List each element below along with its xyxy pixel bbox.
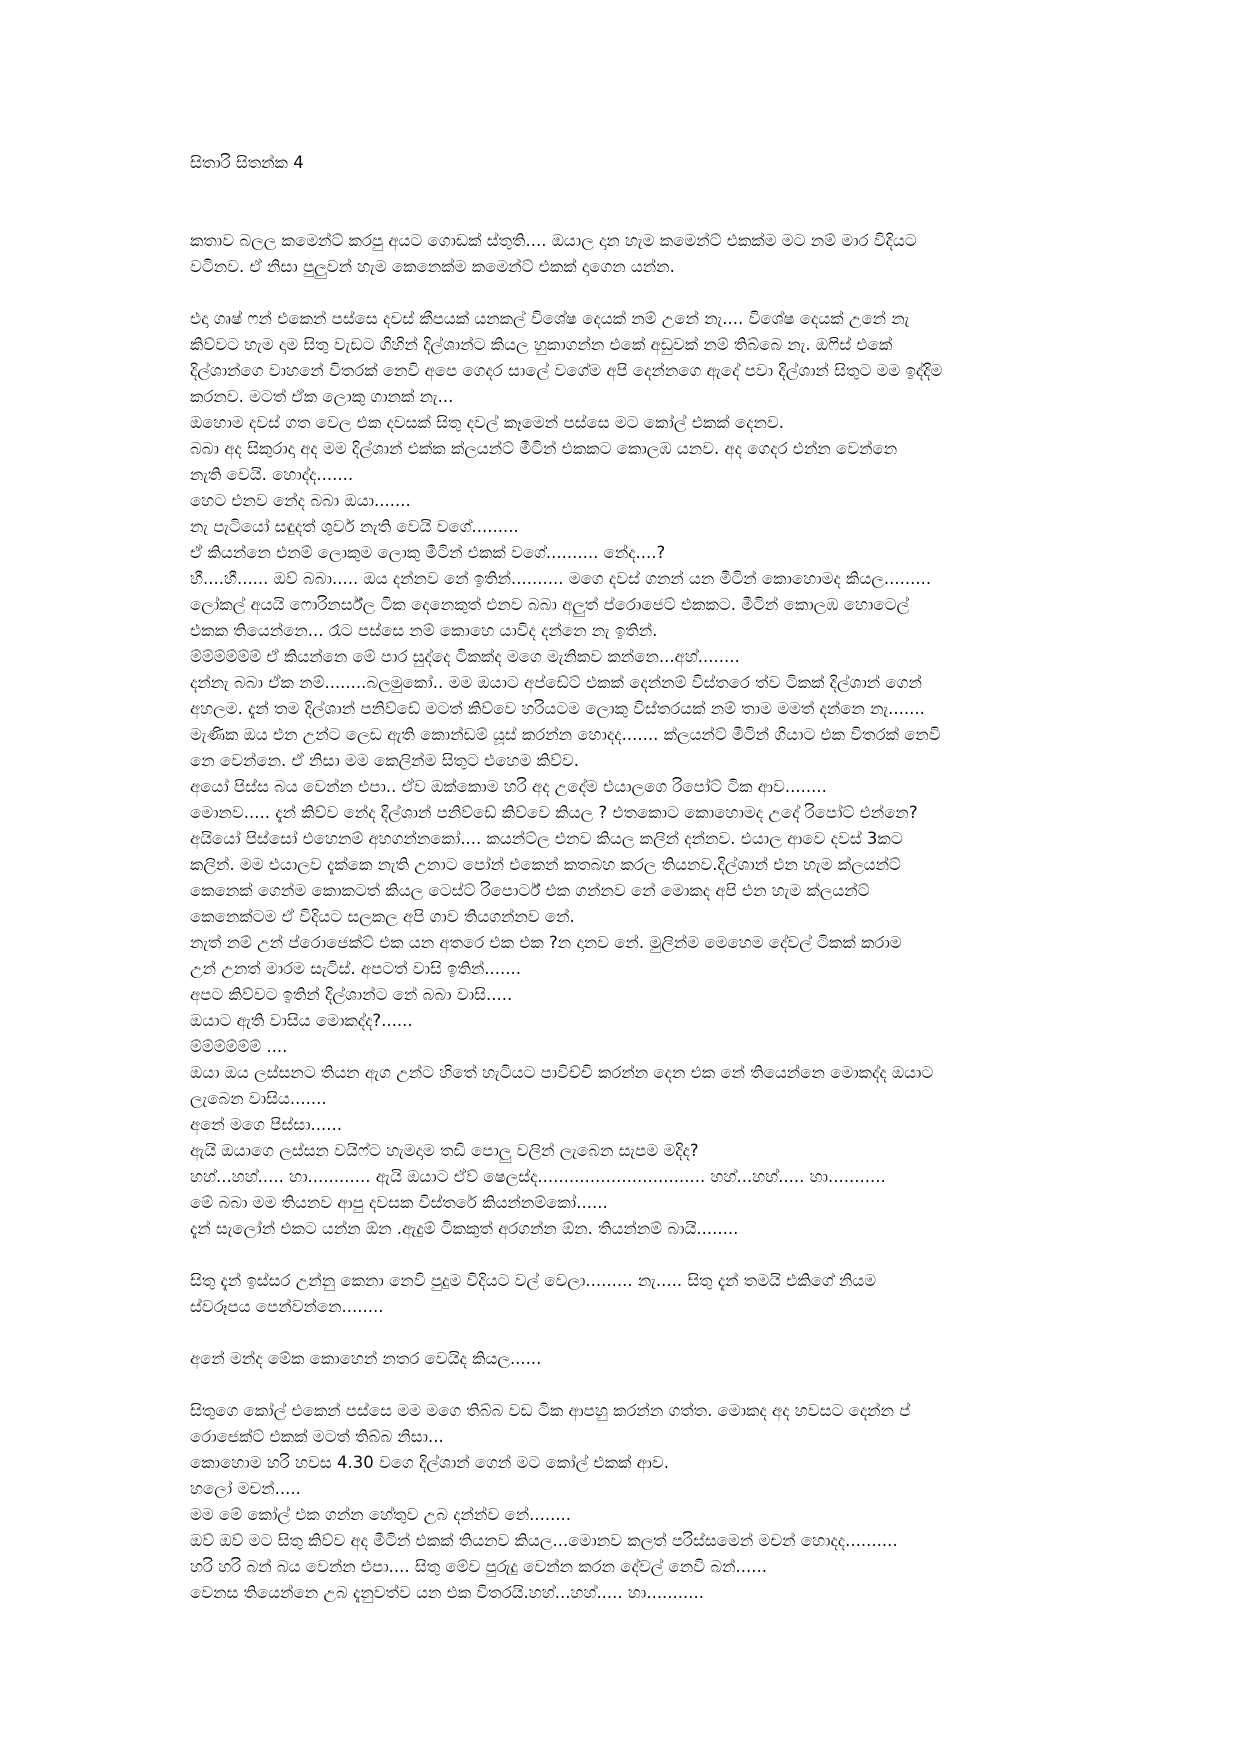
text-line: අනේ මන්ද මේක කොහෙන් නතර වෙයිද කියල......: [190, 1349, 542, 1368]
text-line: උන් උනත් මාරම සැටිස්. අපටත් වාසි ඉතින්.......: [190, 959, 521, 978]
text-line: නෙ වෙන්නෙ. ඒ නිසා මම කෙලින්ම සිතුට එහෙම කිව්ව.: [190, 751, 579, 770]
text-line: ලැබෙන වාසිය.......: [190, 1089, 327, 1108]
text-line: නැ පැටියෝ සඳුදත් ශුවර් නැති වෙයි වගේ.........: [190, 517, 519, 536]
text-line: නැත් නම් උන් ප්රොජෙක්ට් එක යන අතරෙ එක එක ?න දානව නේ. මුලින්ම මෙහෙම දේවල් ටිකක් කරාම: [190, 933, 902, 952]
text-line: හලෝ මචන්.....: [190, 1479, 301, 1498]
text-line: කෙනෙක්ටම ඒ විදියට සලකල අපි ගාව තියගන්නව නේ.: [190, 907, 575, 926]
text-line: මම මේ කෝල් එක ගන්න හේතුව උබ දන්න්ව නේ........: [190, 1505, 572, 1524]
text-line: කතාව බලල කමෙන්ට් කරපු අයට ගොඩක් ස්තුති.... ඔයාල දාන හැම කමෙන්ට් එකක්ම මට නම් මාර විදියට: [190, 231, 917, 250]
text-line: කෙනෙක් ගෙන්ම කොකටත් කියල ටෙස්ට් රිපොර්ට් එක ගන්නව නේ මොකද අපි එන හැම ක්ලයන්ට්: [190, 881, 870, 900]
text-line: වෙනස තියෙන්නෙ උබ දැනුවත්ව යන එක විතරයි.හහ්...හහ්..... හා...........: [190, 1583, 705, 1602]
document-title: සිතාරි සිතන්ක 4: [190, 153, 304, 172]
text-line: අයෝ පිස්ස බය වෙන්න එපා.. ඒව ඔක්කොම හරි අද උදේම එයාලගෙ රිපෝට් ටික ආව........: [190, 777, 827, 796]
text-line: හරි හරි බන් බය වෙන්න එපා.... සිතු මේව පුරුදු වෙන්න කරන දේවල් නෙවි බන්......: [190, 1557, 767, 1576]
text-line: රොජෙක්ට් එකක් මටත් තිබ්බ නිසා...: [190, 1427, 444, 1446]
text-line: එකක තියෙන්නෙ... රෑට පස්සෙ නම් කොහෙ යාවිද දන්නෙ නැ ඉතින්.: [190, 621, 658, 640]
text-line: වටිනව. ඒ නිසා පුලුවන් හැම කෙනෙක්ම කමෙන්ට් එකක් දාගෙන යන්න.: [190, 257, 675, 276]
paragraph-gap: [190, 1372, 1070, 1398]
text-line: ඔයාට ඇති වාසිය මොකද්ද?......: [190, 1011, 413, 1030]
paragraph: [190, 306, 1070, 1242]
document-body: [190, 228, 1070, 1606]
text-line: එදා ගෘෂ් ෆන් එකෙන් පස්සෙ දවස් කීපයක් යනකල් විශේෂ දෙයක් නම් උනේ නැ.... විශේෂ දෙයක් උනේ නැ: [190, 309, 910, 328]
text-line: කරනව. මටත් ඒක ලොකු ගානක් නැ...: [190, 387, 454, 406]
text-line: සිතු දැන් ඉස්සර උන්නු කෙනා නෙවි පුදුම විදියට වල් වෙලා......... නැ..... සිතු දැන් තමයි එකිගේ නියම: [190, 1271, 877, 1290]
text-line: ලෝකල් අයයි ෆොරිනර්ස්ල ටික දෙනෙකුත් එනව බබා අලුත් ප්රොජෙට් එකකට. මීටින් කොලඹ හොටෙල්: [190, 595, 910, 614]
text-line: බබා අද සිකුරාදා අද මම දිල්ශාන් එක්ක ක්ලයන්ට් මීටින් එකකට කොලඹ යනව. අද ගෙදර එන්න වෙන්නෙ: [190, 439, 898, 458]
text-line: හහ්...හහ්..... හා............ ඇයි ඔයාට ඒව් ෂෙලස්ද................................ හහ්...හහ්..... හා...........: [190, 1167, 886, 1186]
paragraph: [190, 228, 1070, 280]
text-line: ස්වරූපය පෙන්වන්නෙ........: [190, 1297, 384, 1316]
text-line: සිතුගෙ කෝල් එකෙන් පස්සෙ මම මගෙ තිබ්බ වඩ ටික ආපහු කරන්න ගත්ත. මොකද අද හවසට දෙන්න ප්: [190, 1401, 911, 1420]
text-line: අහලම. දැන් තම දිල්ශාන් පනිව්ඩේ මටත් කිව්වෙ හරියටම ලොකු විස්තරයක් නම් තාම මමත් දන්නෙ නැ.......: [190, 699, 925, 718]
text-line: කලින්. මම එයාලව දැක්කෙ නැති උනාට පෝන් එකෙන් කතබහ කරල තියනව.දිල්ශාන් එන හැම ක්ලයන්ට්: [190, 855, 901, 874]
text-line: ම්ම්ම්ම්ම්ම් ....: [190, 1037, 288, 1056]
paragraph: [190, 1398, 1070, 1606]
text-line: මැණික ඔය එන උන්ට ලෙඩ ඇති කොන්ඩම් යූස් කරන්න හොදද....... ක්ලයන්ට් මීටින් ගියාට එක විතරක් නෙවි: [190, 725, 941, 744]
text-line: කොහොම හරි හවස 4.30 වගෙ දිල්ශාන් ගෙන් මට කෝල් එකක් ආව.: [190, 1453, 669, 1472]
text-line: කිව්වට හැම දාම සිතු වැඩට ගිහින් දිල්ශාන්ට කියල හුකාගන්න එකේ අඩුවක් නම් තිබ්බෙ නැ. ඔෆිස් එකේ: [190, 335, 893, 354]
text-line: ඒ කියන්නෙ එනම් ලොකුම ලොකු මීටින් එකක් වගේ.......... නේද....?: [190, 543, 666, 562]
text-line: ම්ම්ම්ම්ම්ම් ඒ කියන්නෙ මේ පාර සුද්දෙ ටිකක්ද මගෙ මැනිකව කන්නෙ...අහ්........: [190, 647, 740, 666]
text-line: හී....හී...... ඔව් බබා..... ඔය දන්නව නේ ඉතින්.......... මගෙ දවස් ගනන් යන මීටින් කොහොමද කියල.........: [190, 569, 932, 588]
paragraph: [190, 1268, 1070, 1320]
paragraph-gap: [190, 280, 1070, 306]
text-line: මේ බබා මම තියනව ආපු දවසක විස්තරේ කියන්නම්කෝ......: [190, 1193, 608, 1212]
text-line: ඇයි ඔයාගෙ ලස්සන වයිෆ්ට හැමදාම තඩි පොලු වලින් ලැබෙන සැපම මදිද?: [190, 1141, 699, 1160]
text-line: ඔව් ඔව් මට සිතු කිව්ව අද මීටින් එකක් තියනව කියල...මොනව කලත් පරිස්සමෙන් මචන් හොදද..........: [190, 1531, 898, 1550]
text-line: මොනව..... දැන් කිව්ව නේද දිල්ශාන් පනිව්ඩේ කිව්වෙ කියල ? එතකොට කොහොමද උදේ රිපෝට් එන්නෙ?: [190, 803, 918, 822]
paragraph-gap: [190, 1320, 1070, 1346]
text-line: අපට කිව්වට ඉතින් දිල්ශාන්ට නේ බබා වාසි.....: [190, 985, 513, 1004]
text-line: දිල්ශාන්ගෙ වාහනේ විතරක් නෙවි අපෙ ගෙදර සාලේ වගේම අපි දෙන්නගෙ ඇදේ පවා දිල්ශාන් සිතුට මම ඉද්දිම: [190, 361, 943, 380]
text-line: ඔයා ඔය ලස්සනට තියන ඇග උන්ට හිතේ හැටියට පාවිච්චි කරන්න දෙන එක නේ තියෙන්නෙ මොකද්ද ඔයාට: [190, 1063, 934, 1082]
text-line: දන්නැ බබා ඒක නම්........බලමුකෝ.. මම ඔයාට අප්ඩේට් එකක් දෙන්නම් විස්තරෙ ත්ව ටිකක් දිල්ශාන් ගෙන්: [190, 673, 922, 692]
text-line: ඔහොම දවස් ගත වෙල එක දවසක් සිතු දවල් කෑමෙන් පස්සෙ මට කෝල් එකක් දෙනව.: [190, 413, 784, 432]
text-line: අයියෝ පිස්සෝ එහෙනම් අහගන්නකෝ.... කයන්ට්ල එනව කියල කලින් දන්නව. එයාල ආවෙ දවස් 3කට: [190, 829, 903, 848]
text-line: නැති වෙයි. හොද්ද.......: [190, 465, 354, 484]
text-line: හෙට එනව නේද බබා ඔයා.......: [190, 491, 411, 510]
text-line: දැන් සැලෝන් එකට යන්න ඕන .ඇදුම් ටිකකුත් අරගන්න ඕන. තියන්නම් බායි........: [190, 1219, 739, 1238]
document-page: [190, 150, 1070, 1606]
paragraph-gap: [190, 1242, 1070, 1268]
paragraph: [190, 1346, 1070, 1372]
text-line: අනේ මගෙ පිස්සා......: [190, 1115, 342, 1134]
